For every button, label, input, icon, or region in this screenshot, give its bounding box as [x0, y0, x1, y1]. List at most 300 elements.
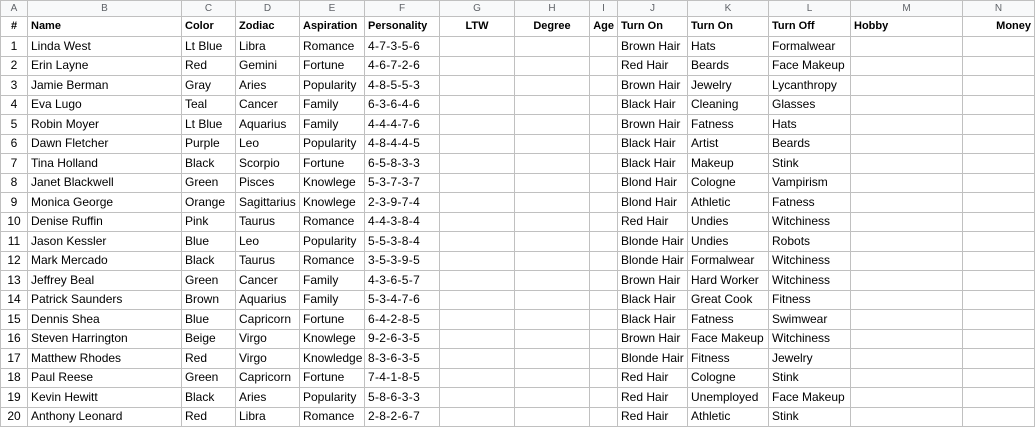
cell-age[interactable] [590, 407, 618, 427]
cell-age[interactable] [590, 290, 618, 310]
cell-name[interactable]: Erin Layne [28, 56, 182, 76]
cell-turn-off[interactable]: Hats [769, 115, 851, 135]
cell-ltw[interactable] [440, 115, 515, 135]
cell-ltw[interactable] [440, 388, 515, 408]
cell-row-number[interactable]: 13 [1, 271, 28, 291]
cell-hobby[interactable] [851, 115, 963, 135]
cell-color[interactable]: Beige [182, 329, 236, 349]
cell-color[interactable]: Green [182, 173, 236, 193]
column-header[interactable]: I [590, 1, 618, 17]
cell-hobby[interactable] [851, 329, 963, 349]
cell-name[interactable]: Paul Reese [28, 368, 182, 388]
cell-turn-on-2[interactable]: Undies [688, 232, 769, 252]
cell-row-number[interactable]: 4 [1, 95, 28, 115]
cell-hobby[interactable] [851, 310, 963, 330]
cell-row-number[interactable]: 6 [1, 134, 28, 154]
cell-name[interactable]: Jeffrey Beal [28, 271, 182, 291]
cell-aspiration[interactable]: Popularity [300, 134, 365, 154]
header-cell-personality[interactable]: Personality [365, 17, 440, 37]
header-cell-turn-on-1[interactable]: Turn On [618, 17, 688, 37]
cell-zodiac[interactable]: Sagittarius [236, 193, 300, 213]
cell-turn-off[interactable]: Fitness [769, 290, 851, 310]
cell-hobby[interactable] [851, 76, 963, 96]
cell-ltw[interactable] [440, 290, 515, 310]
cell-zodiac[interactable]: Taurus [236, 251, 300, 271]
cell-hobby[interactable] [851, 37, 963, 57]
cell-age[interactable] [590, 271, 618, 291]
cell-degree[interactable] [515, 388, 590, 408]
cell-turn-on-2[interactable]: Hard Worker [688, 271, 769, 291]
cell-turn-on-2[interactable]: Fitness [688, 349, 769, 369]
cell-hobby[interactable] [851, 232, 963, 252]
cell-turn-off[interactable]: Face Makeup [769, 56, 851, 76]
cell-money[interactable] [963, 212, 1035, 232]
cell-money[interactable] [963, 368, 1035, 388]
cell-zodiac[interactable]: Capricorn [236, 310, 300, 330]
cell-money[interactable] [963, 95, 1035, 115]
cell-row-number[interactable]: 18 [1, 368, 28, 388]
cell-zodiac[interactable]: Aries [236, 388, 300, 408]
cell-age[interactable] [590, 37, 618, 57]
cell-turn-on-1[interactable]: Brown Hair [618, 76, 688, 96]
cell-aspiration[interactable]: Popularity [300, 388, 365, 408]
cell-personality[interactable]: 5-5-3-8-4 [365, 232, 440, 252]
cell-degree[interactable] [515, 271, 590, 291]
column-header[interactable]: N [963, 1, 1035, 17]
cell-aspiration[interactable]: Romance [300, 37, 365, 57]
cell-row-number[interactable]: 3 [1, 76, 28, 96]
cell-money[interactable] [963, 329, 1035, 349]
cell-hobby[interactable] [851, 407, 963, 427]
column-header[interactable]: E [300, 1, 365, 17]
cell-turn-on-2[interactable]: Artist [688, 134, 769, 154]
cell-color[interactable]: Brown [182, 290, 236, 310]
cell-degree[interactable] [515, 37, 590, 57]
cell-name[interactable]: Steven Harrington [28, 329, 182, 349]
cell-turn-on-1[interactable]: Black Hair [618, 310, 688, 330]
header-cell-ltw[interactable]: LTW [440, 17, 515, 37]
cell-personality[interactable]: 6-3-6-4-6 [365, 95, 440, 115]
cell-row-number[interactable]: 14 [1, 290, 28, 310]
cell-aspiration[interactable]: Knowlege [300, 173, 365, 193]
cell-degree[interactable] [515, 76, 590, 96]
cell-row-number[interactable]: 7 [1, 154, 28, 174]
cell-turn-on-1[interactable]: Black Hair [618, 290, 688, 310]
cell-turn-on-2[interactable]: Beards [688, 56, 769, 76]
cell-name[interactable]: Matthew Rhodes [28, 349, 182, 369]
cell-personality[interactable]: 4-4-4-7-6 [365, 115, 440, 135]
cell-name[interactable]: Denise Ruffin [28, 212, 182, 232]
cell-zodiac[interactable]: Virgo [236, 329, 300, 349]
cell-ltw[interactable] [440, 134, 515, 154]
cell-row-number[interactable]: 12 [1, 251, 28, 271]
cell-row-number[interactable]: 10 [1, 212, 28, 232]
cell-zodiac[interactable]: Cancer [236, 95, 300, 115]
cell-money[interactable] [963, 134, 1035, 154]
cell-money[interactable] [963, 154, 1035, 174]
cell-turn-off[interactable]: Witchiness [769, 329, 851, 349]
header-cell-age[interactable]: Age [590, 17, 618, 37]
cell-turn-on-2[interactable]: Unemployed [688, 388, 769, 408]
cell-turn-on-1[interactable]: Black Hair [618, 134, 688, 154]
column-header[interactable]: H [515, 1, 590, 17]
cell-money[interactable] [963, 115, 1035, 135]
cell-zodiac[interactable]: Scorpio [236, 154, 300, 174]
cell-turn-on-1[interactable]: Black Hair [618, 95, 688, 115]
cell-age[interactable] [590, 56, 618, 76]
cell-ltw[interactable] [440, 193, 515, 213]
cell-turn-on-2[interactable]: Athletic [688, 407, 769, 427]
cell-turn-on-2[interactable]: Face Makeup [688, 329, 769, 349]
cell-name[interactable]: Jamie Berman [28, 76, 182, 96]
cell-turn-off[interactable]: Formalwear [769, 37, 851, 57]
cell-money[interactable] [963, 193, 1035, 213]
cell-degree[interactable] [515, 173, 590, 193]
cell-ltw[interactable] [440, 232, 515, 252]
cell-zodiac[interactable]: Taurus [236, 212, 300, 232]
cell-age[interactable] [590, 349, 618, 369]
cell-personality[interactable]: 6-4-2-8-5 [365, 310, 440, 330]
cell-personality[interactable]: 5-8-6-3-3 [365, 388, 440, 408]
cell-degree[interactable] [515, 56, 590, 76]
cell-turn-off[interactable]: Vampirism [769, 173, 851, 193]
cell-zodiac[interactable]: Virgo [236, 349, 300, 369]
cell-personality[interactable]: 2-3-9-7-4 [365, 193, 440, 213]
column-header[interactable]: G [440, 1, 515, 17]
cell-turn-off[interactable]: Fatness [769, 193, 851, 213]
cell-name[interactable]: Anthony Leonard [28, 407, 182, 427]
cell-color[interactable]: Black [182, 388, 236, 408]
cell-personality[interactable]: 8-3-6-3-5 [365, 349, 440, 369]
cell-color[interactable]: Lt Blue [182, 37, 236, 57]
cell-turn-off[interactable]: Witchiness [769, 271, 851, 291]
cell-ltw[interactable] [440, 310, 515, 330]
cell-row-number[interactable]: 17 [1, 349, 28, 369]
cell-hobby[interactable] [851, 251, 963, 271]
cell-turn-off[interactable]: Stink [769, 368, 851, 388]
cell-color[interactable]: Teal [182, 95, 236, 115]
cell-color[interactable]: Orange [182, 193, 236, 213]
cell-ltw[interactable] [440, 271, 515, 291]
cell-turn-on-1[interactable]: Red Hair [618, 388, 688, 408]
cell-name[interactable]: Mark Mercado [28, 251, 182, 271]
cell-age[interactable] [590, 329, 618, 349]
cell-ltw[interactable] [440, 407, 515, 427]
cell-zodiac[interactable]: Aquarius [236, 115, 300, 135]
cell-hobby[interactable] [851, 368, 963, 388]
cell-turn-on-1[interactable]: Brown Hair [618, 115, 688, 135]
cell-ltw[interactable] [440, 173, 515, 193]
cell-degree[interactable] [515, 134, 590, 154]
column-header[interactable]: B [28, 1, 182, 17]
cell-row-number[interactable]: 15 [1, 310, 28, 330]
cell-turn-on-1[interactable]: Brown Hair [618, 329, 688, 349]
cell-color[interactable]: Blue [182, 232, 236, 252]
cell-turn-on-2[interactable]: Great Cook [688, 290, 769, 310]
cell-turn-on-1[interactable]: Blonde Hair [618, 349, 688, 369]
cell-ltw[interactable] [440, 368, 515, 388]
cell-turn-on-1[interactable]: Brown Hair [618, 37, 688, 57]
cell-degree[interactable] [515, 407, 590, 427]
cell-money[interactable] [963, 56, 1035, 76]
cell-turn-on-2[interactable]: Cologne [688, 368, 769, 388]
header-cell-aspiration[interactable]: Aspiration [300, 17, 365, 37]
cell-turn-on-2[interactable]: Athletic [688, 193, 769, 213]
cell-money[interactable] [963, 173, 1035, 193]
cell-hobby[interactable] [851, 212, 963, 232]
cell-color[interactable]: Green [182, 368, 236, 388]
cell-aspiration[interactable]: Family [300, 290, 365, 310]
cell-aspiration[interactable]: Family [300, 271, 365, 291]
cell-turn-on-1[interactable]: Black Hair [618, 154, 688, 174]
cell-color[interactable]: Pink [182, 212, 236, 232]
column-header[interactable]: C [182, 1, 236, 17]
cell-hobby[interactable] [851, 154, 963, 174]
cell-row-number[interactable]: 9 [1, 193, 28, 213]
cell-color[interactable]: Black [182, 154, 236, 174]
cell-turn-on-1[interactable]: Blonde Hair [618, 251, 688, 271]
cell-color[interactable]: Lt Blue [182, 115, 236, 135]
cell-age[interactable] [590, 212, 618, 232]
cell-hobby[interactable] [851, 271, 963, 291]
cell-personality[interactable]: 7-4-1-8-5 [365, 368, 440, 388]
cell-ltw[interactable] [440, 56, 515, 76]
cell-age[interactable] [590, 115, 618, 135]
cell-turn-off[interactable]: Stink [769, 407, 851, 427]
cell-turn-on-1[interactable]: Red Hair [618, 368, 688, 388]
cell-age[interactable] [590, 310, 618, 330]
cell-money[interactable] [963, 310, 1035, 330]
cell-aspiration[interactable]: Knowledge [300, 349, 365, 369]
cell-degree[interactable] [515, 349, 590, 369]
header-cell-hobby[interactable]: Hobby [851, 17, 963, 37]
header-cell-name[interactable]: Name [28, 17, 182, 37]
cell-money[interactable] [963, 37, 1035, 57]
cell-aspiration[interactable]: Fortune [300, 368, 365, 388]
header-cell-zodiac[interactable]: Zodiac [236, 17, 300, 37]
cell-aspiration[interactable]: Family [300, 115, 365, 135]
cell-age[interactable] [590, 95, 618, 115]
cell-money[interactable] [963, 76, 1035, 96]
cell-zodiac[interactable]: Libra [236, 407, 300, 427]
cell-turn-on-1[interactable]: Red Hair [618, 56, 688, 76]
cell-personality[interactable]: 4-4-3-8-4 [365, 212, 440, 232]
cell-color[interactable]: Red [182, 56, 236, 76]
column-header[interactable]: J [618, 1, 688, 17]
cell-degree[interactable] [515, 95, 590, 115]
cell-aspiration[interactable]: Popularity [300, 76, 365, 96]
cell-row-number[interactable]: 2 [1, 56, 28, 76]
cell-row-number[interactable]: 16 [1, 329, 28, 349]
cell-zodiac[interactable]: Leo [236, 232, 300, 252]
column-header[interactable]: L [769, 1, 851, 17]
cell-color[interactable]: Red [182, 349, 236, 369]
cell-hobby[interactable] [851, 290, 963, 310]
cell-personality[interactable]: 5-3-4-7-6 [365, 290, 440, 310]
cell-turn-off[interactable]: Swimwear [769, 310, 851, 330]
header-cell-turn-off[interactable]: Turn Off [769, 17, 851, 37]
cell-zodiac[interactable]: Libra [236, 37, 300, 57]
cell-money[interactable] [963, 251, 1035, 271]
cell-turn-on-1[interactable]: Blonde Hair [618, 232, 688, 252]
cell-hobby[interactable] [851, 95, 963, 115]
cell-aspiration[interactable]: Romance [300, 212, 365, 232]
cell-age[interactable] [590, 154, 618, 174]
cell-personality[interactable]: 4-7-3-5-6 [365, 37, 440, 57]
cell-money[interactable] [963, 349, 1035, 369]
cell-name[interactable]: Linda West [28, 37, 182, 57]
cell-ltw[interactable] [440, 349, 515, 369]
cell-turn-on-2[interactable]: Cleaning [688, 95, 769, 115]
cell-row-number[interactable]: 11 [1, 232, 28, 252]
cell-degree[interactable] [515, 232, 590, 252]
cell-ltw[interactable] [440, 76, 515, 96]
cell-name[interactable]: Janet Blackwell [28, 173, 182, 193]
cell-aspiration[interactable]: Knowlege [300, 193, 365, 213]
cell-turn-on-1[interactable]: Red Hair [618, 212, 688, 232]
cell-money[interactable] [963, 290, 1035, 310]
cell-zodiac[interactable]: Capricorn [236, 368, 300, 388]
cell-degree[interactable] [515, 115, 590, 135]
cell-zodiac[interactable]: Pisces [236, 173, 300, 193]
cell-degree[interactable] [515, 329, 590, 349]
cell-color[interactable]: Black [182, 251, 236, 271]
cell-turn-off[interactable]: Witchiness [769, 251, 851, 271]
column-header[interactable]: M [851, 1, 963, 17]
header-cell-money[interactable]: Money [963, 17, 1035, 37]
cell-turn-on-2[interactable]: Fatness [688, 310, 769, 330]
cell-ltw[interactable] [440, 329, 515, 349]
cell-degree[interactable] [515, 212, 590, 232]
cell-hobby[interactable] [851, 388, 963, 408]
cell-age[interactable] [590, 134, 618, 154]
column-header[interactable]: F [365, 1, 440, 17]
cell-turn-on-2[interactable]: Makeup [688, 154, 769, 174]
cell-name[interactable]: Patrick Saunders [28, 290, 182, 310]
cell-degree[interactable] [515, 290, 590, 310]
cell-name[interactable]: Tina Holland [28, 154, 182, 174]
cell-color[interactable]: Red [182, 407, 236, 427]
cell-turn-off[interactable]: Face Makeup [769, 388, 851, 408]
cell-turn-on-2[interactable]: Jewelry [688, 76, 769, 96]
cell-age[interactable] [590, 193, 618, 213]
cell-turn-on-1[interactable]: Blond Hair [618, 193, 688, 213]
cell-hobby[interactable] [851, 173, 963, 193]
cell-turn-on-1[interactable]: Blond Hair [618, 173, 688, 193]
cell-personality[interactable]: 4-6-7-2-6 [365, 56, 440, 76]
cell-zodiac[interactable]: Aquarius [236, 290, 300, 310]
cell-turn-on-1[interactable]: Brown Hair [618, 271, 688, 291]
column-header[interactable]: K [688, 1, 769, 17]
cell-turn-off[interactable]: Robots [769, 232, 851, 252]
cell-turn-on-2[interactable]: Undies [688, 212, 769, 232]
cell-color[interactable]: Gray [182, 76, 236, 96]
cell-turn-off[interactable]: Witchiness [769, 212, 851, 232]
cell-row-number[interactable]: 20 [1, 407, 28, 427]
cell-turn-off[interactable]: Stink [769, 154, 851, 174]
cell-hobby[interactable] [851, 193, 963, 213]
header-cell-turn-on-2[interactable]: Turn On [688, 17, 769, 37]
cell-personality[interactable]: 5-3-7-3-7 [365, 173, 440, 193]
cell-zodiac[interactable]: Aries [236, 76, 300, 96]
cell-aspiration[interactable]: Knowlege [300, 329, 365, 349]
cell-personality[interactable]: 6-5-8-3-3 [365, 154, 440, 174]
cell-personality[interactable]: 4-3-6-5-7 [365, 271, 440, 291]
cell-degree[interactable] [515, 251, 590, 271]
cell-name[interactable]: Monica George [28, 193, 182, 213]
cell-degree[interactable] [515, 193, 590, 213]
cell-row-number[interactable]: 1 [1, 37, 28, 57]
column-header[interactable]: A [1, 1, 28, 17]
cell-money[interactable] [963, 232, 1035, 252]
cell-turn-off[interactable]: Jewelry [769, 349, 851, 369]
cell-aspiration[interactable]: Family [300, 95, 365, 115]
cell-color[interactable]: Purple [182, 134, 236, 154]
cell-turn-off[interactable]: Lycanthropy [769, 76, 851, 96]
cell-name[interactable]: Kevin Hewitt [28, 388, 182, 408]
cell-aspiration[interactable]: Fortune [300, 154, 365, 174]
cell-turn-off[interactable]: Beards [769, 134, 851, 154]
cell-age[interactable] [590, 368, 618, 388]
header-cell-degree[interactable]: Degree [515, 17, 590, 37]
cell-personality[interactable]: 4-8-4-4-5 [365, 134, 440, 154]
cell-color[interactable]: Blue [182, 310, 236, 330]
cell-personality[interactable]: 4-8-5-5-3 [365, 76, 440, 96]
cell-ltw[interactable] [440, 95, 515, 115]
cell-name[interactable]: Jason Kessler [28, 232, 182, 252]
cell-personality[interactable]: 9-2-6-3-5 [365, 329, 440, 349]
cell-ltw[interactable] [440, 212, 515, 232]
cell-aspiration[interactable]: Romance [300, 251, 365, 271]
cell-age[interactable] [590, 173, 618, 193]
cell-aspiration[interactable]: Popularity [300, 232, 365, 252]
cell-money[interactable] [963, 388, 1035, 408]
cell-degree[interactable] [515, 368, 590, 388]
cell-zodiac[interactable]: Cancer [236, 271, 300, 291]
column-header[interactable]: D [236, 1, 300, 17]
cell-row-number[interactable]: 5 [1, 115, 28, 135]
cell-zodiac[interactable]: Leo [236, 134, 300, 154]
cell-turn-off[interactable]: Glasses [769, 95, 851, 115]
cell-name[interactable]: Eva Lugo [28, 95, 182, 115]
cell-turn-on-2[interactable]: Hats [688, 37, 769, 57]
cell-row-number[interactable]: 19 [1, 388, 28, 408]
cell-ltw[interactable] [440, 251, 515, 271]
cell-name[interactable]: Dawn Fletcher [28, 134, 182, 154]
cell-personality[interactable]: 2-8-2-6-7 [365, 407, 440, 427]
cell-personality[interactable]: 3-5-3-9-5 [365, 251, 440, 271]
cell-age[interactable] [590, 232, 618, 252]
cell-hobby[interactable] [851, 134, 963, 154]
cell-degree[interactable] [515, 310, 590, 330]
cell-aspiration[interactable]: Fortune [300, 56, 365, 76]
cell-color[interactable]: Green [182, 271, 236, 291]
cell-name[interactable]: Robin Moyer [28, 115, 182, 135]
cell-row-number[interactable]: 8 [1, 173, 28, 193]
cell-age[interactable] [590, 388, 618, 408]
cell-turn-on-2[interactable]: Formalwear [688, 251, 769, 271]
cell-age[interactable] [590, 251, 618, 271]
cell-turn-on-2[interactable]: Cologne [688, 173, 769, 193]
cell-money[interactable] [963, 271, 1035, 291]
cell-money[interactable] [963, 407, 1035, 427]
cell-age[interactable] [590, 76, 618, 96]
header-cell-number[interactable]: # [1, 17, 28, 37]
cell-zodiac[interactable]: Gemini [236, 56, 300, 76]
header-cell-color[interactable]: Color [182, 17, 236, 37]
cell-hobby[interactable] [851, 349, 963, 369]
cell-name[interactable]: Dennis Shea [28, 310, 182, 330]
